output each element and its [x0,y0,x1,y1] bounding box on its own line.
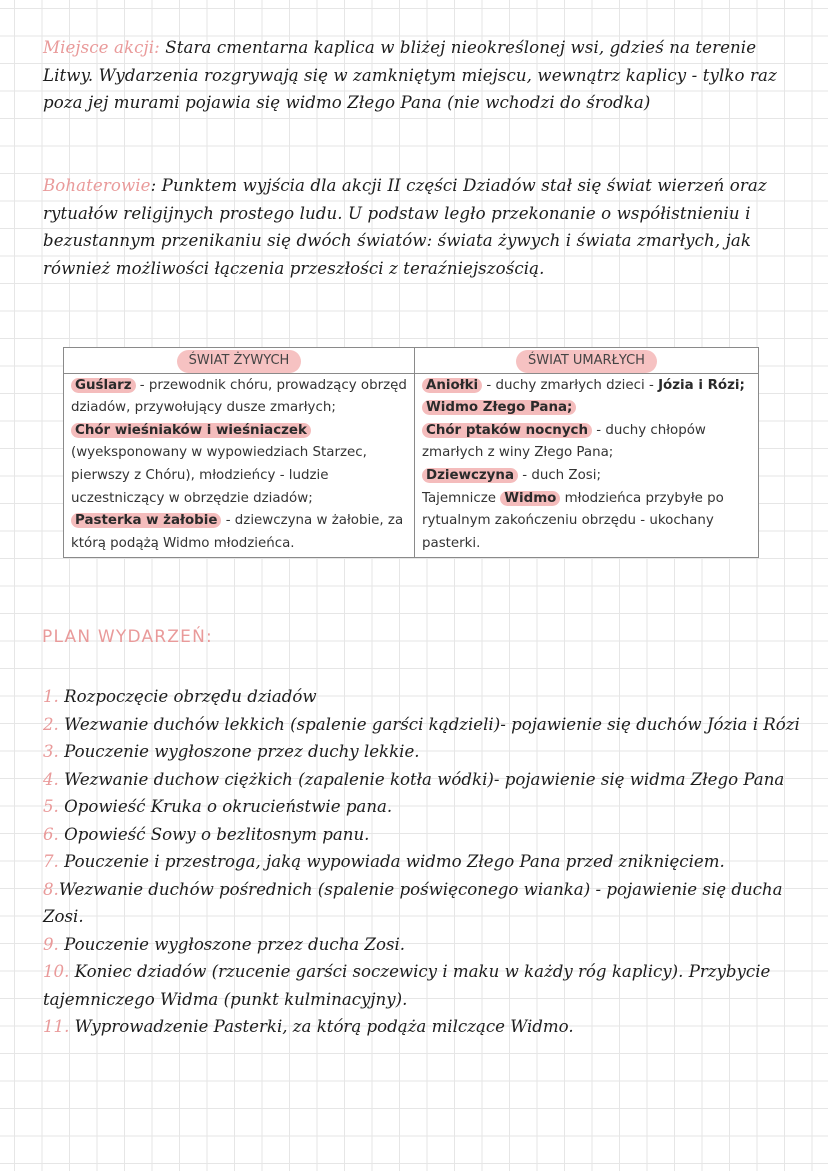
plan-item-number: 7. [43,852,59,871]
plan-list [43,683,803,1041]
setting-label: Miejsce akcji: [43,38,160,57]
dead-desc: - duchy chłopów zmarłych z winy Złego Pana; [422,422,706,461]
dead-name: Widmo [500,491,560,506]
plan-item-number: 11. [43,1017,70,1036]
characters-text: : Punktem wyjścia dla akcji II części Dziadów stał się świat wierzeń oraz rytuałów religijnych prostego ludu. U podstaw legło przekonanie o współistnieniu i bezustannym przenikaniu się dwóch światów: świata żywych i świata zmarłych, jak również możliwości łączenia przeszłości z teraźniejszością. [43,176,767,278]
characters-label: Bohaterowie [43,176,151,195]
plan-item-number: 10. [43,962,70,981]
living-desc: (wyeksponowany w wypowiedziach Starzec, pierwszy z Chóru), młodzieńcy - ludzie uczestniczący w obrzędzie dziadów; [71,445,367,506]
dead-desc: - duch Zosi; [517,467,601,483]
plan-item-text: Pouczenie wygłoszone przez ducha Zosi. [58,934,406,954]
dead-name: Chór ptaków nocnych [422,423,592,438]
plan-item-text: Pouczenie i przestroga, jaką wypowiada widmo Złego Pana przed zniknięciem. [58,852,725,871]
living-name: Guślarz [71,378,136,393]
plan-item-text: Wezwanie duchów pośrednich (spalenie poświęconego wianka) - pojawienie się ducha Zosi. [43,879,783,926]
dead-desc: - duchy zmarłych dzieci - [482,377,659,393]
worlds-table [63,347,759,558]
dead-bold-names: Józia i Rózi; [658,377,745,393]
plan-item-number: 4. [43,769,59,789]
plan-item-number: 9. [43,934,59,954]
dead-name: Aniołki [422,378,482,393]
living-desc: - dziewczyna w żałobie, za którą podążą Widmo młodzieńca. [71,513,404,551]
plan-item [43,793,803,821]
plan-item-text: Koniec dziadów (rzucenie garści soczewicy i maku w każdy róg kaplicy). Przybycie tajemniczego Widma (punkt kulminacyjny). [43,962,771,1009]
setting-text: Stara cmentarna kaplica w bliżej nieokreślonej wsi, gdzieś na terenie Litwy. Wydarzenia rozgrywają się w zamkniętym miejscu, wewnątrz kaplicy - tylko raz poza jej murami pojawia się widmo Złego Pana (nie wchodzi do środka) [43,38,777,112]
characters-paragraph [43,172,803,282]
plan-item-number: 1. [43,687,59,706]
plan-item-text: Wezwanie duchów lekkich (spalenie garści kądzieli)- pojawienie się duchów Józia i Rózi [58,714,800,734]
living-name: Chór wieśniaków i wieśniaczek [71,423,311,438]
plan-item [43,711,803,739]
plan-item-number: 8. [43,879,59,899]
plan-item-number: 2. [43,714,59,734]
plan-item-number: 6. [43,824,59,844]
plan-item-text: Wyprowadzenie Pasterki, za którą podąża milczące Widmo. [69,1017,574,1036]
plan-item [43,848,803,876]
plan-item-number: 5. [43,797,59,816]
header-living-label: ŚWIAT ŻYWYCH [177,350,302,373]
plan-item [43,1013,803,1041]
plan-item [43,766,803,794]
dead-name: Widmo Złego Pana; [422,400,576,415]
header-living [64,348,415,374]
plan-title: PLAN WYDARZEŃ: [42,627,213,647]
dead-cell [415,373,759,558]
plan-item-text: Opowieść Sowy o bezlitosnym panu. [58,824,370,844]
header-dead [415,348,759,374]
plan-item-number: 3. [43,742,59,761]
plan-item [43,821,803,849]
living-desc: - przewodnik chóru, prowadzący obrzęd dziadów, przywołujący dusze zmarłych; [71,377,407,416]
plan-item [43,738,803,766]
living-cell [64,373,415,558]
plan-item-text: Pouczenie wygłoszone przez duchy lekkie. [58,742,420,761]
dead-desc: Tajemnicze [422,490,501,506]
plan-item-text: Opowieść Kruka o okrucieństwie pana. [58,797,393,816]
dead-name: Dziewczyna [422,468,518,483]
living-name: Pasterka w żałobie [71,513,221,528]
plan-item [43,958,803,1013]
plan-item [43,876,803,931]
plan-item-text: Wezwanie duchow ciężkich (zapalenie kotła wódki)- pojawienie się widma Złego Pana [58,769,785,789]
header-dead-label: ŚWIAT UMARŁYCH [516,350,657,373]
plan-item [43,931,803,959]
dead-desc: młodzieńca przybyłe po rytualnym zakończeniu obrzędu - ukochany pasterki. [422,490,724,551]
plan-item-text: Rozpoczęcie obrzędu dziadów [58,687,317,706]
setting-paragraph [43,34,803,117]
plan-item [43,683,803,711]
